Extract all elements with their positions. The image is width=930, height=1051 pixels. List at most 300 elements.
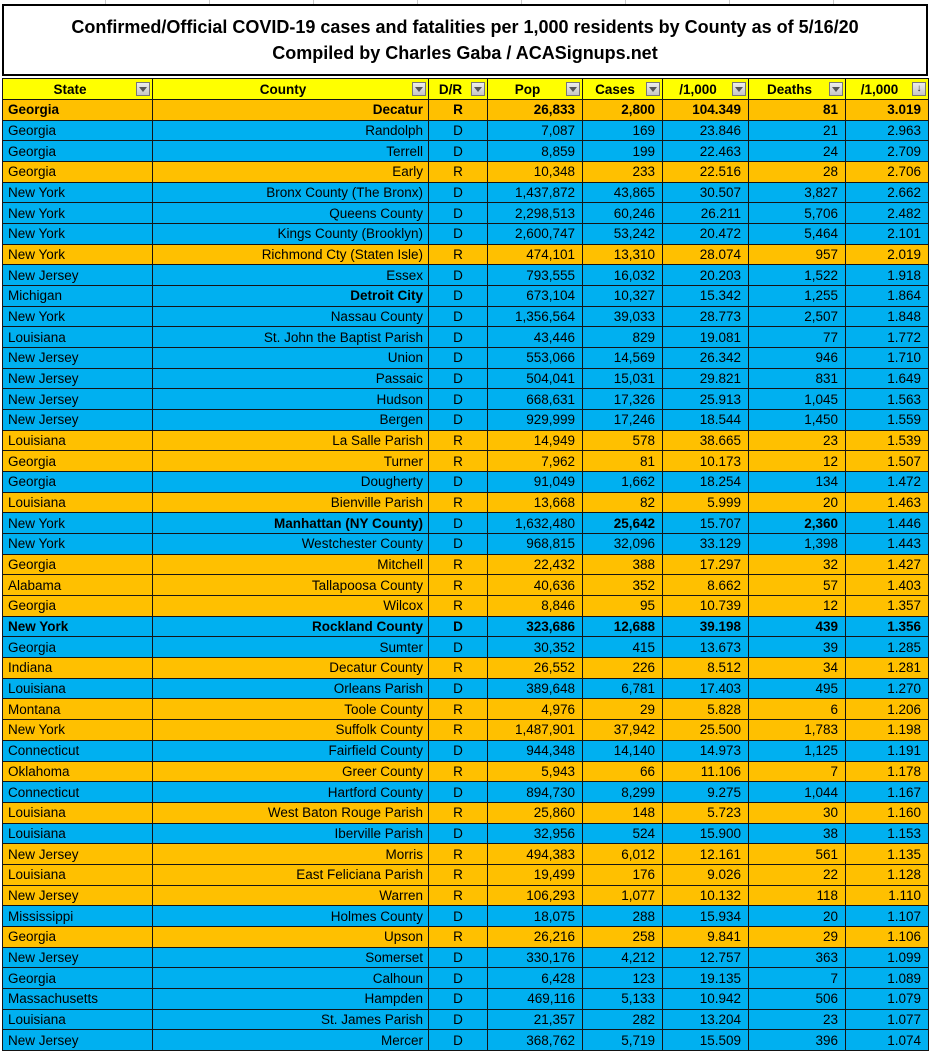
cell-pop[interactable]: 18,075 <box>488 906 583 927</box>
cell-deaths[interactable]: 363 <box>749 947 846 968</box>
cell-deaths[interactable]: 32 <box>749 554 846 575</box>
cell-cases[interactable]: 60,246 <box>583 203 663 224</box>
cell-county[interactable]: Kings County (Brooklyn) <box>153 224 429 245</box>
cell-pop[interactable]: 10,348 <box>488 162 583 183</box>
cell-death_rate[interactable]: 1.539 <box>846 430 929 451</box>
cell-state[interactable]: Louisiana <box>3 327 153 348</box>
cell-pop[interactable]: 1,356,564 <box>488 306 583 327</box>
cell-deaths[interactable]: 23 <box>749 1009 846 1030</box>
cell-death_rate[interactable]: 2.963 <box>846 120 929 141</box>
cell-deaths[interactable]: 77 <box>749 327 846 348</box>
cell-death_rate[interactable]: 1.135 <box>846 844 929 865</box>
cell-death_rate[interactable]: 2.101 <box>846 224 929 245</box>
cell-state[interactable]: New York <box>3 720 153 741</box>
cell-dr[interactable]: R <box>429 575 488 596</box>
cell-case_rate[interactable]: 5.723 <box>663 802 749 823</box>
cell-cases[interactable]: 282 <box>583 1009 663 1030</box>
cell-state[interactable]: New Jersey <box>3 368 153 389</box>
cell-pop[interactable]: 894,730 <box>488 782 583 803</box>
cell-deaths[interactable]: 81 <box>749 100 846 121</box>
cell-pop[interactable]: 668,631 <box>488 389 583 410</box>
cell-death_rate[interactable]: 1.178 <box>846 761 929 782</box>
cell-death_rate[interactable]: 1.106 <box>846 926 929 947</box>
cell-cases[interactable]: 388 <box>583 554 663 575</box>
cell-state[interactable]: Georgia <box>3 554 153 575</box>
cell-deaths[interactable]: 561 <box>749 844 846 865</box>
cell-dr[interactable]: R <box>429 844 488 865</box>
cell-dr[interactable]: D <box>429 637 488 658</box>
cell-state[interactable]: Louisiana <box>3 802 153 823</box>
cell-death_rate[interactable]: 2.019 <box>846 244 929 265</box>
cell-death_rate[interactable]: 1.559 <box>846 410 929 431</box>
cell-pop[interactable]: 25,860 <box>488 802 583 823</box>
cell-death_rate[interactable]: 1.357 <box>846 596 929 617</box>
cell-state[interactable]: New York <box>3 306 153 327</box>
cell-state[interactable]: New York <box>3 203 153 224</box>
column-header-deaths[interactable] <box>749 79 846 100</box>
cell-deaths[interactable]: 118 <box>749 885 846 906</box>
cell-case_rate[interactable]: 20.472 <box>663 224 749 245</box>
cell-dr[interactable]: R <box>429 451 488 472</box>
cell-state[interactable]: New York <box>3 534 153 555</box>
cell-pop[interactable]: 13,668 <box>488 492 583 513</box>
cell-county[interactable]: St. James Parish <box>153 1009 429 1030</box>
cell-cases[interactable]: 1,662 <box>583 472 663 493</box>
cell-pop[interactable]: 368,762 <box>488 1030 583 1051</box>
cell-pop[interactable]: 469,116 <box>488 988 583 1009</box>
cell-deaths[interactable]: 1,783 <box>749 720 846 741</box>
cell-case_rate[interactable]: 12.757 <box>663 947 749 968</box>
cell-pop[interactable]: 19,499 <box>488 864 583 885</box>
cell-death_rate[interactable]: 1.110 <box>846 885 929 906</box>
cell-dr[interactable]: D <box>429 740 488 761</box>
cell-dr[interactable]: D <box>429 1030 488 1051</box>
cell-pop[interactable]: 26,552 <box>488 658 583 679</box>
column-header-pop[interactable] <box>488 79 583 100</box>
cell-county[interactable]: Toole County <box>153 699 429 720</box>
cell-pop[interactable]: 504,041 <box>488 368 583 389</box>
cell-pop[interactable]: 106,293 <box>488 885 583 906</box>
cell-death_rate[interactable]: 1.446 <box>846 513 929 534</box>
cell-deaths[interactable]: 134 <box>749 472 846 493</box>
cell-deaths[interactable]: 1,044 <box>749 782 846 803</box>
cell-case_rate[interactable]: 38.665 <box>663 430 749 451</box>
cell-county[interactable]: Decatur <box>153 100 429 121</box>
cell-cases[interactable]: 148 <box>583 802 663 823</box>
cell-dr[interactable]: D <box>429 534 488 555</box>
filter-dropdown-icon[interactable] <box>471 82 485 96</box>
cell-dr[interactable]: R <box>429 658 488 679</box>
cell-dr[interactable]: R <box>429 162 488 183</box>
cell-county[interactable]: Iberville Parish <box>153 823 429 844</box>
cell-case_rate[interactable]: 9.275 <box>663 782 749 803</box>
cell-case_rate[interactable]: 29.821 <box>663 368 749 389</box>
cell-state[interactable]: Georgia <box>3 120 153 141</box>
cell-cases[interactable]: 524 <box>583 823 663 844</box>
cell-dr[interactable]: R <box>429 761 488 782</box>
cell-state[interactable]: Georgia <box>3 926 153 947</box>
cell-county[interactable]: Rockland County <box>153 616 429 637</box>
cell-pop[interactable]: 474,101 <box>488 244 583 265</box>
cell-cases[interactable]: 66 <box>583 761 663 782</box>
cell-case_rate[interactable]: 10.173 <box>663 451 749 472</box>
cell-county[interactable]: Essex <box>153 265 429 286</box>
cell-case_rate[interactable]: 22.516 <box>663 162 749 183</box>
cell-case_rate[interactable]: 18.254 <box>663 472 749 493</box>
cell-county[interactable]: Manhattan (NY County) <box>153 513 429 534</box>
cell-pop[interactable]: 30,352 <box>488 637 583 658</box>
cell-pop[interactable]: 32,956 <box>488 823 583 844</box>
cell-case_rate[interactable]: 23.846 <box>663 120 749 141</box>
cell-cases[interactable]: 415 <box>583 637 663 658</box>
cell-death_rate[interactable]: 1.281 <box>846 658 929 679</box>
cell-case_rate[interactable]: 13.204 <box>663 1009 749 1030</box>
cell-county[interactable]: West Baton Rouge Parish <box>153 802 429 823</box>
cell-county[interactable]: Westchester County <box>153 534 429 555</box>
cell-state[interactable]: Georgia <box>3 968 153 989</box>
cell-state[interactable]: Connecticut <box>3 782 153 803</box>
cell-dr[interactable]: R <box>429 720 488 741</box>
cell-death_rate[interactable]: 1.356 <box>846 616 929 637</box>
cell-pop[interactable]: 793,555 <box>488 265 583 286</box>
cell-death_rate[interactable]: 1.089 <box>846 968 929 989</box>
cell-case_rate[interactable]: 39.198 <box>663 616 749 637</box>
cell-deaths[interactable]: 30 <box>749 802 846 823</box>
cell-death_rate[interactable]: 1.772 <box>846 327 929 348</box>
cell-state[interactable]: Georgia <box>3 472 153 493</box>
cell-deaths[interactable]: 5,464 <box>749 224 846 245</box>
cell-case_rate[interactable]: 8.662 <box>663 575 749 596</box>
cell-pop[interactable]: 968,815 <box>488 534 583 555</box>
cell-deaths[interactable]: 2,360 <box>749 513 846 534</box>
cell-county[interactable]: Mitchell <box>153 554 429 575</box>
cell-state[interactable]: Connecticut <box>3 740 153 761</box>
cell-deaths[interactable]: 38 <box>749 823 846 844</box>
cell-case_rate[interactable]: 5.999 <box>663 492 749 513</box>
cell-case_rate[interactable]: 33.129 <box>663 534 749 555</box>
cell-dr[interactable]: D <box>429 286 488 307</box>
cell-pop[interactable]: 8,859 <box>488 141 583 162</box>
cell-cases[interactable]: 226 <box>583 658 663 679</box>
cell-cases[interactable]: 12,688 <box>583 616 663 637</box>
cell-case_rate[interactable]: 15.934 <box>663 906 749 927</box>
column-header-cases[interactable] <box>583 79 663 100</box>
cell-death_rate[interactable]: 1.128 <box>846 864 929 885</box>
cell-state[interactable]: New Jersey <box>3 389 153 410</box>
cell-case_rate[interactable]: 15.342 <box>663 286 749 307</box>
cell-deaths[interactable]: 439 <box>749 616 846 637</box>
cell-state[interactable]: New York <box>3 182 153 203</box>
cell-county[interactable]: Calhoun <box>153 968 429 989</box>
cell-county[interactable]: Decatur County <box>153 658 429 679</box>
cell-dr[interactable]: D <box>429 141 488 162</box>
cell-cases[interactable]: 14,140 <box>583 740 663 761</box>
cell-deaths[interactable]: 12 <box>749 451 846 472</box>
cell-county[interactable]: Wilcox <box>153 596 429 617</box>
cell-deaths[interactable]: 495 <box>749 678 846 699</box>
cell-state[interactable]: New York <box>3 513 153 534</box>
cell-death_rate[interactable]: 2.709 <box>846 141 929 162</box>
cell-county[interactable]: Turner <box>153 451 429 472</box>
cell-deaths[interactable]: 20 <box>749 492 846 513</box>
cell-cases[interactable]: 15,031 <box>583 368 663 389</box>
cell-deaths[interactable]: 1,255 <box>749 286 846 307</box>
cell-cases[interactable]: 81 <box>583 451 663 472</box>
cell-county[interactable]: Holmes County <box>153 906 429 927</box>
cell-cases[interactable]: 5,133 <box>583 988 663 1009</box>
cell-state[interactable]: Indiana <box>3 658 153 679</box>
cell-county[interactable]: Hampden <box>153 988 429 1009</box>
cell-state[interactable]: Georgia <box>3 637 153 658</box>
cell-dr[interactable]: D <box>429 203 488 224</box>
cell-death_rate[interactable]: 1.463 <box>846 492 929 513</box>
cell-dr[interactable]: D <box>429 906 488 927</box>
cell-deaths[interactable]: 28 <box>749 162 846 183</box>
cell-pop[interactable]: 673,104 <box>488 286 583 307</box>
cell-cases[interactable]: 829 <box>583 327 663 348</box>
cell-cases[interactable]: 10,327 <box>583 286 663 307</box>
cell-county[interactable]: Queens County <box>153 203 429 224</box>
cell-deaths[interactable]: 57 <box>749 575 846 596</box>
cell-county[interactable]: St. John the Baptist Parish <box>153 327 429 348</box>
cell-dr[interactable]: R <box>429 596 488 617</box>
cell-county[interactable]: Detroit City <box>153 286 429 307</box>
cell-pop[interactable]: 389,648 <box>488 678 583 699</box>
cell-death_rate[interactable]: 1.507 <box>846 451 929 472</box>
cell-dr[interactable]: D <box>429 472 488 493</box>
cell-deaths[interactable]: 12 <box>749 596 846 617</box>
cell-death_rate[interactable]: 1.918 <box>846 265 929 286</box>
cell-death_rate[interactable]: 1.427 <box>846 554 929 575</box>
cell-pop[interactable]: 929,999 <box>488 410 583 431</box>
cell-deaths[interactable]: 23 <box>749 430 846 451</box>
cell-dr[interactable]: R <box>429 802 488 823</box>
cell-dr[interactable]: D <box>429 265 488 286</box>
cell-case_rate[interactable]: 104.349 <box>663 100 749 121</box>
cell-case_rate[interactable]: 25.500 <box>663 720 749 741</box>
cell-county[interactable]: Nassau County <box>153 306 429 327</box>
cell-state[interactable]: Georgia <box>3 162 153 183</box>
cell-county[interactable]: Passaic <box>153 368 429 389</box>
cell-cases[interactable]: 8,299 <box>583 782 663 803</box>
cell-state[interactable]: Oklahoma <box>3 761 153 782</box>
cell-case_rate[interactable]: 19.135 <box>663 968 749 989</box>
cell-deaths[interactable]: 506 <box>749 988 846 1009</box>
filter-dropdown-icon[interactable] <box>732 82 746 96</box>
cell-state[interactable]: Georgia <box>3 141 153 162</box>
cell-deaths[interactable]: 1,045 <box>749 389 846 410</box>
cell-case_rate[interactable]: 26.342 <box>663 348 749 369</box>
cell-deaths[interactable]: 5,706 <box>749 203 846 224</box>
cell-county[interactable]: Suffolk County <box>153 720 429 741</box>
cell-deaths[interactable]: 24 <box>749 141 846 162</box>
cell-case_rate[interactable]: 19.081 <box>663 327 749 348</box>
cell-county[interactable]: Bronx County (The Bronx) <box>153 182 429 203</box>
cell-death_rate[interactable]: 1.077 <box>846 1009 929 1030</box>
cell-county[interactable]: Bienville Parish <box>153 492 429 513</box>
cell-death_rate[interactable]: 1.285 <box>846 637 929 658</box>
cell-cases[interactable]: 288 <box>583 906 663 927</box>
cell-pop[interactable]: 4,976 <box>488 699 583 720</box>
cell-cases[interactable]: 14,569 <box>583 348 663 369</box>
cell-dr[interactable]: R <box>429 699 488 720</box>
cell-dr[interactable]: R <box>429 244 488 265</box>
cell-pop[interactable]: 6,428 <box>488 968 583 989</box>
filter-dropdown-icon[interactable] <box>136 82 150 96</box>
cell-death_rate[interactable]: 1.443 <box>846 534 929 555</box>
cell-case_rate[interactable]: 20.203 <box>663 265 749 286</box>
cell-deaths[interactable]: 22 <box>749 864 846 885</box>
cell-cases[interactable]: 6,781 <box>583 678 663 699</box>
cell-county[interactable]: Dougherty <box>153 472 429 493</box>
cell-state[interactable]: New York <box>3 616 153 637</box>
cell-dr[interactable]: D <box>429 410 488 431</box>
cell-death_rate[interactable]: 2.706 <box>846 162 929 183</box>
column-header-dr[interactable] <box>429 79 488 100</box>
cell-case_rate[interactable]: 15.900 <box>663 823 749 844</box>
cell-case_rate[interactable]: 10.132 <box>663 885 749 906</box>
cell-death_rate[interactable]: 1.710 <box>846 348 929 369</box>
cell-death_rate[interactable]: 1.191 <box>846 740 929 761</box>
cell-death_rate[interactable]: 1.206 <box>846 699 929 720</box>
cell-pop[interactable]: 1,487,901 <box>488 720 583 741</box>
cell-county[interactable]: Greer County <box>153 761 429 782</box>
cell-county[interactable]: Hudson <box>153 389 429 410</box>
cell-death_rate[interactable]: 2.662 <box>846 182 929 203</box>
cell-state[interactable]: New York <box>3 244 153 265</box>
cell-deaths[interactable]: 29 <box>749 926 846 947</box>
cell-cases[interactable]: 2,800 <box>583 100 663 121</box>
cell-state[interactable]: Louisiana <box>3 1009 153 1030</box>
cell-death_rate[interactable]: 2.482 <box>846 203 929 224</box>
cell-deaths[interactable]: 21 <box>749 120 846 141</box>
cell-dr[interactable]: D <box>429 306 488 327</box>
cell-case_rate[interactable]: 10.942 <box>663 988 749 1009</box>
cell-state[interactable]: New York <box>3 224 153 245</box>
cell-county[interactable]: East Feliciana Parish <box>153 864 429 885</box>
cell-cases[interactable]: 176 <box>583 864 663 885</box>
filter-dropdown-icon[interactable] <box>412 82 426 96</box>
cell-cases[interactable]: 17,326 <box>583 389 663 410</box>
cell-county[interactable]: Upson <box>153 926 429 947</box>
cell-pop[interactable]: 323,686 <box>488 616 583 637</box>
cell-death_rate[interactable]: 1.403 <box>846 575 929 596</box>
cell-death_rate[interactable]: 1.472 <box>846 472 929 493</box>
cell-death_rate[interactable]: 1.074 <box>846 1030 929 1051</box>
cell-county[interactable]: Fairfield County <box>153 740 429 761</box>
cell-case_rate[interactable]: 8.512 <box>663 658 749 679</box>
cell-deaths[interactable]: 957 <box>749 244 846 265</box>
cell-deaths[interactable]: 946 <box>749 348 846 369</box>
cell-state[interactable]: Louisiana <box>3 864 153 885</box>
cell-pop[interactable]: 5,943 <box>488 761 583 782</box>
filter-dropdown-icon[interactable] <box>646 82 660 96</box>
cell-dr[interactable]: D <box>429 348 488 369</box>
cell-dr[interactable]: R <box>429 430 488 451</box>
cell-dr[interactable]: D <box>429 988 488 1009</box>
cell-county[interactable]: Randolph <box>153 120 429 141</box>
cell-case_rate[interactable]: 12.161 <box>663 844 749 865</box>
cell-dr[interactable]: D <box>429 120 488 141</box>
cell-pop[interactable]: 330,176 <box>488 947 583 968</box>
cell-cases[interactable]: 32,096 <box>583 534 663 555</box>
cell-deaths[interactable]: 20 <box>749 906 846 927</box>
cell-case_rate[interactable]: 9.026 <box>663 864 749 885</box>
cell-state[interactable]: Louisiana <box>3 430 153 451</box>
cell-death_rate[interactable]: 1.079 <box>846 988 929 1009</box>
cell-case_rate[interactable]: 30.507 <box>663 182 749 203</box>
cell-deaths[interactable]: 6 <box>749 699 846 720</box>
cell-dr[interactable]: D <box>429 368 488 389</box>
cell-state[interactable]: Louisiana <box>3 678 153 699</box>
cell-deaths[interactable]: 7 <box>749 968 846 989</box>
cell-dr[interactable]: D <box>429 782 488 803</box>
cell-county[interactable]: Morris <box>153 844 429 865</box>
cell-case_rate[interactable]: 11.106 <box>663 761 749 782</box>
cell-death_rate[interactable]: 1.167 <box>846 782 929 803</box>
cell-cases[interactable]: 37,942 <box>583 720 663 741</box>
cell-pop[interactable]: 494,383 <box>488 844 583 865</box>
cell-state[interactable]: Alabama <box>3 575 153 596</box>
cell-cases[interactable]: 29 <box>583 699 663 720</box>
cell-death_rate[interactable]: 1.563 <box>846 389 929 410</box>
column-header-county[interactable] <box>153 79 429 100</box>
cell-cases[interactable]: 1,077 <box>583 885 663 906</box>
column-header-cases-per-1000[interactable] <box>663 79 749 100</box>
cell-death_rate[interactable]: 1.198 <box>846 720 929 741</box>
cell-cases[interactable]: 6,012 <box>583 844 663 865</box>
cell-pop[interactable]: 14,949 <box>488 430 583 451</box>
cell-cases[interactable]: 17,246 <box>583 410 663 431</box>
cell-deaths[interactable]: 396 <box>749 1030 846 1051</box>
cell-county[interactable]: Richmond Cty (Staten Isle) <box>153 244 429 265</box>
cell-pop[interactable]: 8,846 <box>488 596 583 617</box>
cell-cases[interactable]: 95 <box>583 596 663 617</box>
cell-county[interactable]: Mercer <box>153 1030 429 1051</box>
cell-dr[interactable]: D <box>429 616 488 637</box>
cell-case_rate[interactable]: 17.297 <box>663 554 749 575</box>
cell-case_rate[interactable]: 9.841 <box>663 926 749 947</box>
cell-case_rate[interactable]: 14.973 <box>663 740 749 761</box>
cell-dr[interactable]: R <box>429 554 488 575</box>
cell-death_rate[interactable]: 1.153 <box>846 823 929 844</box>
cell-death_rate[interactable]: 1.099 <box>846 947 929 968</box>
cell-state[interactable]: Louisiana <box>3 823 153 844</box>
cell-state[interactable]: Massachusetts <box>3 988 153 1009</box>
filter-dropdown-icon[interactable] <box>829 82 843 96</box>
cell-death_rate[interactable]: 1.160 <box>846 802 929 823</box>
cell-deaths[interactable]: 1,125 <box>749 740 846 761</box>
cell-cases[interactable]: 123 <box>583 968 663 989</box>
cell-deaths[interactable]: 34 <box>749 658 846 679</box>
cell-cases[interactable]: 82 <box>583 492 663 513</box>
cell-cases[interactable]: 352 <box>583 575 663 596</box>
cell-county[interactable]: Somerset <box>153 947 429 968</box>
cell-deaths[interactable]: 1,398 <box>749 534 846 555</box>
cell-death_rate[interactable]: 3.019 <box>846 100 929 121</box>
cell-pop[interactable]: 553,066 <box>488 348 583 369</box>
cell-pop[interactable]: 944,348 <box>488 740 583 761</box>
cell-dr[interactable]: D <box>429 823 488 844</box>
cell-state[interactable]: New Jersey <box>3 844 153 865</box>
cell-case_rate[interactable]: 10.739 <box>663 596 749 617</box>
cell-case_rate[interactable]: 15.509 <box>663 1030 749 1051</box>
cell-dr[interactable]: D <box>429 182 488 203</box>
cell-cases[interactable]: 199 <box>583 141 663 162</box>
cell-dr[interactable]: D <box>429 1009 488 1030</box>
cell-dr[interactable]: D <box>429 947 488 968</box>
cell-deaths[interactable]: 3,827 <box>749 182 846 203</box>
